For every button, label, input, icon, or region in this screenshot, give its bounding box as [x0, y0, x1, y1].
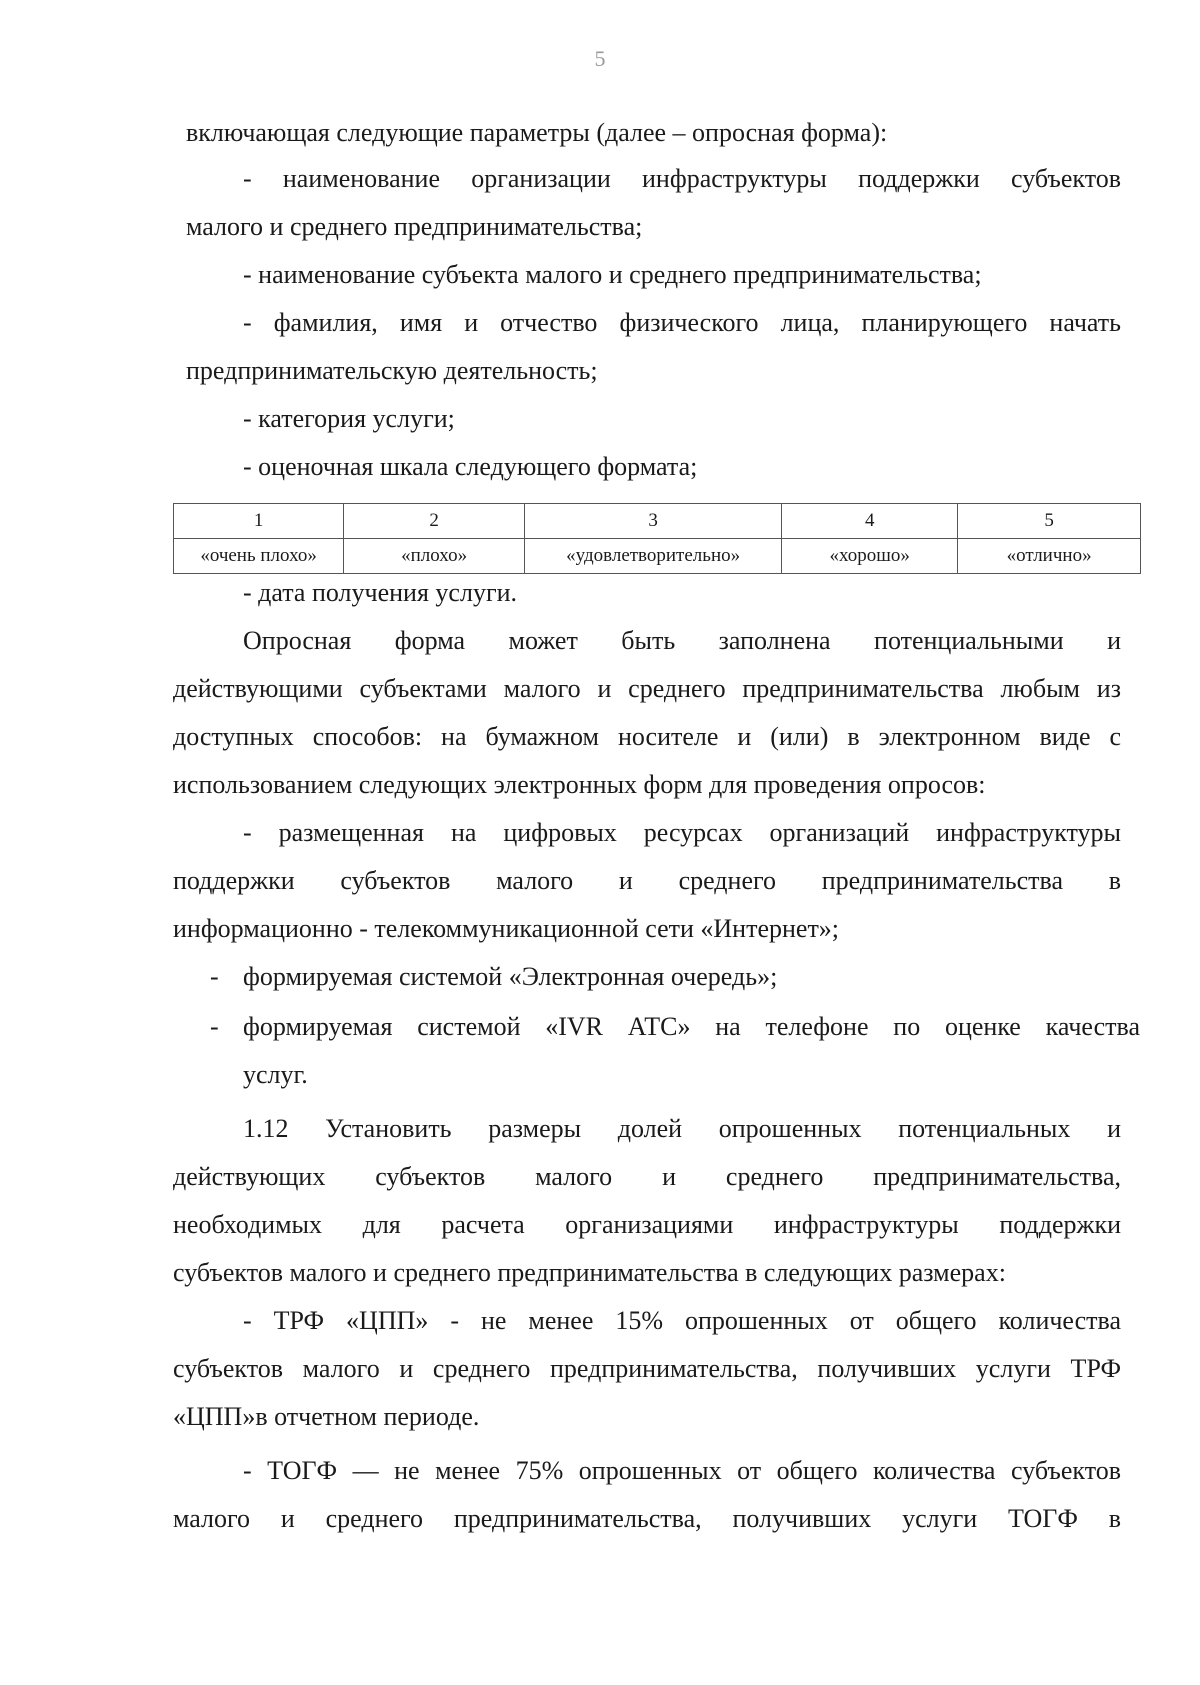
text-line: поддержки субъектов малого и среднего предпринимательства в [173, 866, 1121, 895]
text-line: информационно - телекоммуникационной сети «Интернет»; [173, 914, 840, 943]
text-line: - размещенная на цифровых ресурсах организаций инфраструктуры [243, 818, 1121, 847]
text-line: «ЦПП»в отчетном периоде. [173, 1402, 480, 1431]
text-line: малого и среднего предпринимательства; [186, 212, 643, 241]
text-line: - наименование организации инфраструктуры поддержки субъектов [243, 164, 1121, 193]
text-line: - ТОГФ — не менее 75% опрошенных от общего количества субъектов [243, 1456, 1121, 1485]
rating-scale-table [173, 503, 1141, 574]
text-line: субъектов малого и среднего предпринимательства в следующих размерах: [173, 1258, 1006, 1287]
text-line: - фамилия, имя и отчество физического лица, планирующего начать [243, 308, 1121, 337]
text-line: формируемая системой «Электронная очередь»; [243, 962, 778, 991]
scale-number-cell: 4 [782, 504, 958, 539]
scale-number-cell: 3 [525, 504, 782, 539]
text-line: необходимых для расчета организациями инфраструктуры поддержки [173, 1210, 1121, 1239]
text-line: - наименование субъекта малого и среднего предпринимательства; [243, 260, 982, 289]
text-line: действующими субъектами малого и среднего предпринимательства любым из [173, 674, 1121, 703]
scale-label-cell: «удовлетворительно» [525, 539, 782, 574]
text-line: - ТРФ «ЦПП» - не менее 15% опрошенных от общего количества [243, 1306, 1121, 1335]
table-row [174, 539, 1141, 574]
scale-number-cell: 1 [174, 504, 344, 539]
text-line: - оценочная шкала следующего формата; [243, 452, 698, 481]
text-line: - категория услуги; [243, 404, 455, 433]
scale-label-cell: «отлично» [958, 539, 1141, 574]
text-line: Опросная форма может быть заполнена потенциальными и [243, 626, 1121, 655]
scale-number-cell: 2 [344, 504, 525, 539]
text-line: 1.12 Установить размеры долей опрошенных потенциальных и [243, 1114, 1121, 1143]
text-line: включающая следующие параметры (далее – опросная форма): [186, 118, 888, 147]
text-line: услуг. [243, 1060, 308, 1089]
scale-number-cell: 5 [958, 504, 1141, 539]
text-line: доступных способов: на бумажном носителе и (или) в электронном виде с [173, 722, 1121, 751]
list-bullet: - [210, 1012, 219, 1041]
text-line: действующих субъектов малого и среднего предпринимательства, [173, 1162, 1121, 1191]
page-number: 5 [594, 46, 606, 71]
scale-label-cell: «плохо» [344, 539, 525, 574]
list-bullet: - [210, 962, 219, 991]
text-line: использованием следующих электронных форм для проведения опросов: [173, 770, 986, 799]
text-line: формируемая системой «IVR АТС» на телефоне по оценке качества [243, 1012, 1140, 1041]
text-line: - дата получения услуги. [243, 578, 518, 607]
scale-label-cell: «хорошо» [782, 539, 958, 574]
text-line: малого и среднего предпринимательства, получивших услуги ТОГФ в [173, 1504, 1121, 1533]
text-line: субъектов малого и среднего предпринимательства, получивших услуги ТРФ [173, 1354, 1121, 1383]
scale-label-cell: «очень плохо» [174, 539, 344, 574]
table-row [174, 504, 1141, 539]
text-line: предпринимательскую деятельность; [186, 356, 598, 385]
